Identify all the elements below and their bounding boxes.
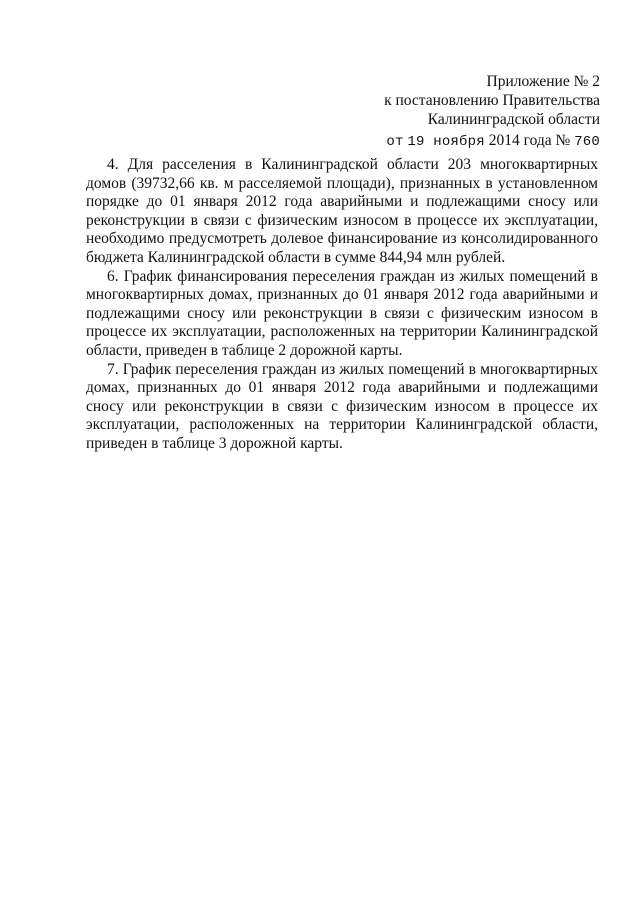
appendix-header <box>320 72 600 152</box>
date-year: 2014 года № <box>488 132 571 149</box>
date-prefix: от <box>386 134 404 150</box>
paragraph-7: 7. График переселения граждан из жилых помещений в многоквартирных домах, признанных до 01 января 2012 года аварийными и подлежащими сносу или реконструкции в связи с физическим износом в процессе их эксплуатации, расположенных на территории Калининградской области, приведен в таблице 3 дорожной карты. <box>86 360 598 452</box>
document-body <box>86 156 598 454</box>
paragraph-6: 6. График финансирования переселения граждан из жилых помещений в многоквартирных домах, признанных до 01 января 2012 года аварийными и подлежащими сносу или реконструкции в связи с физическим износом в процессе их эксплуатации, расположенных на территории Калининградской области, приведен в таблице 2 дорожной карты. <box>86 267 598 359</box>
appendix-date-line <box>320 131 600 152</box>
paragraph-4: 4. Для расселения в Калининградской области 203 многоквартирных домов (39732,66 кв. м расселяемой площади), признанных в установленном порядке до 01 января 2012 года аварийными и подлежащими сносу или реконструкции в связи с физическим износом в процессе их эксплуатации, необходимо предусмотреть долевое финансирование из консолидированного бюджета Калининградской области в сумме 844,94 млн рублей. <box>86 156 598 266</box>
appendix-title: Приложение № 2 <box>486 73 600 90</box>
document-number: 760 <box>574 134 600 150</box>
date-day-month: 19 ноября <box>407 134 485 150</box>
appendix-reference: к постановлению Правительства <box>384 92 600 109</box>
appendix-region: Калининградской области <box>427 111 600 128</box>
